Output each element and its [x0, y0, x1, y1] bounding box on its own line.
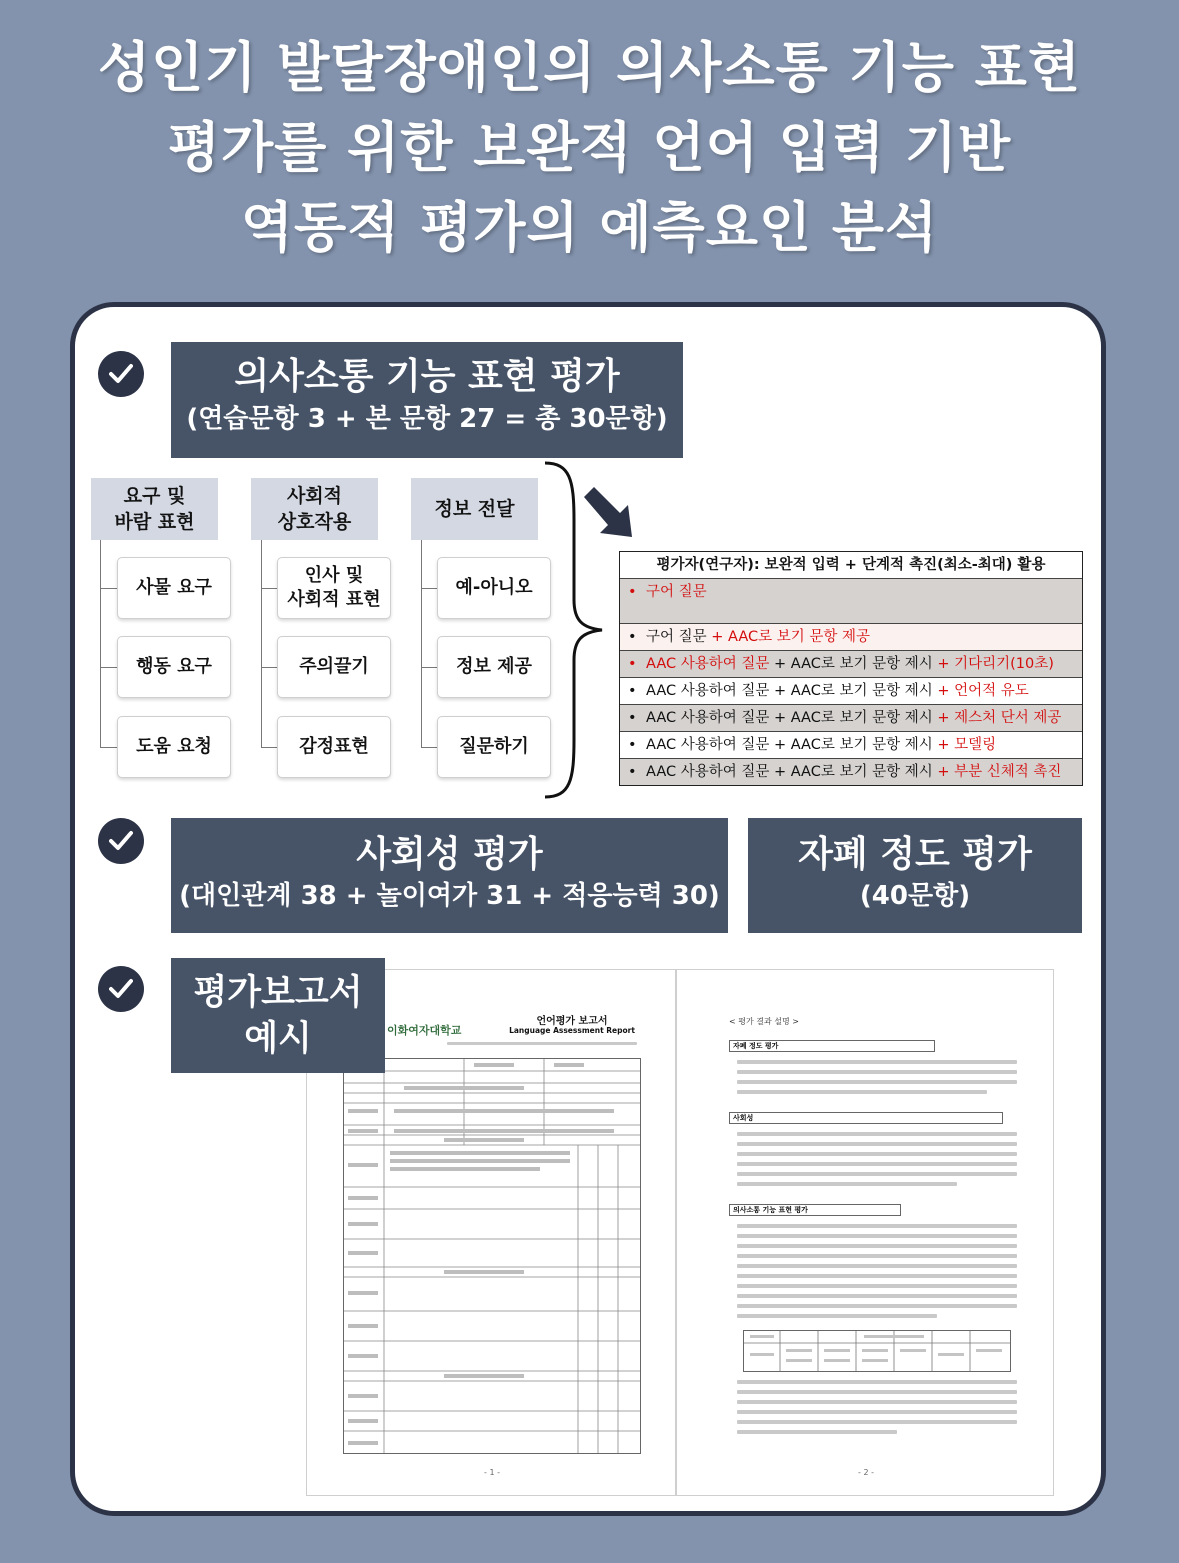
item-help-request: 도움 요청	[117, 716, 231, 778]
page-number: - 2 -	[858, 1468, 874, 1477]
tree-line	[100, 540, 101, 748]
autism-title: 자폐 정도 평가	[798, 834, 1032, 875]
tree-line	[261, 747, 277, 748]
tree-line	[100, 747, 117, 748]
prompt-table-header: 평가자(연구자): 보완적 입력 + 단계적 촉진(최소-최대) 활용	[620, 552, 1082, 579]
report-table	[343, 1058, 641, 1454]
item-greeting: 인사 및 사회적 표현	[277, 557, 391, 619]
item-attention: 주의끌기	[277, 636, 391, 698]
category-social: 사회적 상호작용	[251, 478, 378, 540]
title-line-3: 역동적 평가의 예측요인 분석	[240, 196, 939, 259]
social-title: 사회성 평가	[356, 834, 543, 875]
text-line	[737, 1254, 1017, 1258]
category-info: 정보 전달	[411, 478, 538, 540]
text-line	[737, 1142, 1017, 1146]
prompt-hierarchy-table	[619, 551, 1083, 786]
text-line	[737, 1264, 1017, 1268]
report-title-en: Language Assessment Report	[509, 1026, 635, 1035]
item-info-provide: 정보 제공	[437, 636, 551, 698]
social-subtitle: (대인관계 38 + 놀이여가 31 + 적응능력 30)	[179, 881, 720, 911]
tree-line	[261, 588, 277, 589]
arrow-down-right-icon	[580, 483, 640, 543]
text-line	[737, 1132, 1017, 1136]
section1-header	[171, 342, 683, 458]
prompt-row: • AAC 사용하여 질문 + AAC로 보기 문항 제시 + 기다리기(10초)	[620, 651, 1082, 678]
prompt-row: • AAC 사용하여 질문 + AAC로 보기 문항 제시 + 언어적 유도	[620, 678, 1082, 705]
text-line	[737, 1244, 1017, 1248]
result-heading: < 평가 결과 설명 >	[729, 1017, 799, 1026]
tree-line	[261, 540, 262, 748]
text-line	[737, 1314, 937, 1318]
tree-line	[100, 667, 117, 668]
item-yes-no: 예-아니오	[437, 557, 551, 619]
prompt-row: • 구어 질문 + AAC로 보기 문항 제공	[620, 624, 1082, 651]
bullet-icon: •	[628, 584, 637, 600]
text-line	[737, 1420, 1017, 1424]
item-action-request: 행동 요구	[117, 636, 231, 698]
title-line-2: 평가를 위한 보완적 언어 입력 기반	[167, 116, 1012, 179]
text-line	[737, 1294, 1017, 1298]
text-line	[737, 1152, 1017, 1156]
text-line	[737, 1182, 957, 1186]
university-name: 이화여자대학교	[387, 1024, 462, 1037]
tree-line	[421, 540, 422, 748]
section1-title: 의사소통 기능 표현 평가	[234, 356, 620, 397]
text-line	[737, 1284, 1017, 1288]
text-line	[737, 1162, 1017, 1166]
section1-subtitle: (연습문항 3 + 본 문항 27 = 총 30문항)	[186, 404, 668, 434]
text-line	[737, 1304, 1017, 1308]
check-icon	[98, 351, 144, 397]
autism-subtitle: (40문항)	[859, 881, 971, 911]
item-object-request: 사물 요구	[117, 557, 231, 619]
prompt-row: • AAC 사용하여 질문 + AAC로 보기 문항 제시 + 제스처 단서 제공	[620, 705, 1082, 732]
tree-line	[421, 667, 437, 668]
text-line	[737, 1060, 1017, 1064]
prompt-row: • AAC 사용하여 질문 + AAC로 보기 문항 제시 + 부분 신체적 촉진	[620, 759, 1082, 785]
prompt-row: • AAC 사용하여 질문 + AAC로 보기 문항 제시 + 모델링	[620, 732, 1082, 759]
text-line	[737, 1400, 1017, 1404]
text-line	[737, 1080, 1017, 1084]
bullet-icon: •	[628, 764, 637, 780]
social-assessment-box	[171, 818, 728, 933]
text-line	[737, 1070, 1017, 1074]
text-line	[737, 1390, 1017, 1394]
autism-assessment-box	[748, 818, 1082, 933]
check-icon	[98, 966, 144, 1012]
item-emotion: 감정표현	[277, 716, 391, 778]
text-line	[737, 1430, 897, 1434]
tree-line	[421, 747, 437, 748]
mini-table-grid	[744, 1331, 1010, 1371]
section-label: 사회성	[729, 1112, 1003, 1124]
page-number: - 1 -	[484, 1468, 500, 1477]
prompt-row: • 구어 질문	[620, 579, 1082, 624]
text-line	[447, 1042, 637, 1045]
category-request: 요구 및 바람 표현	[91, 478, 218, 540]
check-icon	[98, 818, 144, 864]
text-line	[737, 1224, 1017, 1228]
report-title: 언어평가 보고서	[536, 1016, 608, 1027]
text-line	[737, 1274, 1017, 1278]
report-example-box	[171, 958, 385, 1073]
item-question: 질문하기	[437, 716, 551, 778]
text-line	[737, 1380, 1017, 1384]
text-line	[737, 1234, 1017, 1238]
report-example-title: 평가보고서 예시	[193, 972, 363, 1059]
page-title	[0, 28, 1179, 268]
tree-line	[421, 588, 437, 589]
tree-line	[261, 667, 277, 668]
report-page-2	[676, 969, 1054, 1496]
bullet-icon: •	[628, 683, 637, 699]
bullet-icon: •	[628, 737, 637, 753]
bullet-icon: •	[628, 710, 637, 726]
text-line	[737, 1090, 987, 1094]
section-label: 의사소통 기능 표현 평가	[729, 1204, 901, 1216]
text-line	[737, 1172, 1017, 1176]
title-line-1: 성인기 발달장애인의 의사소통 기능 표현	[98, 36, 1081, 99]
text-line	[737, 1410, 1017, 1414]
table-grid	[344, 1059, 640, 1453]
mini-table	[743, 1330, 1011, 1372]
bullet-icon: •	[628, 656, 637, 672]
bullet-icon: •	[628, 629, 637, 645]
section-label: 자폐 정도 평가	[729, 1040, 935, 1052]
tree-line	[100, 588, 117, 589]
